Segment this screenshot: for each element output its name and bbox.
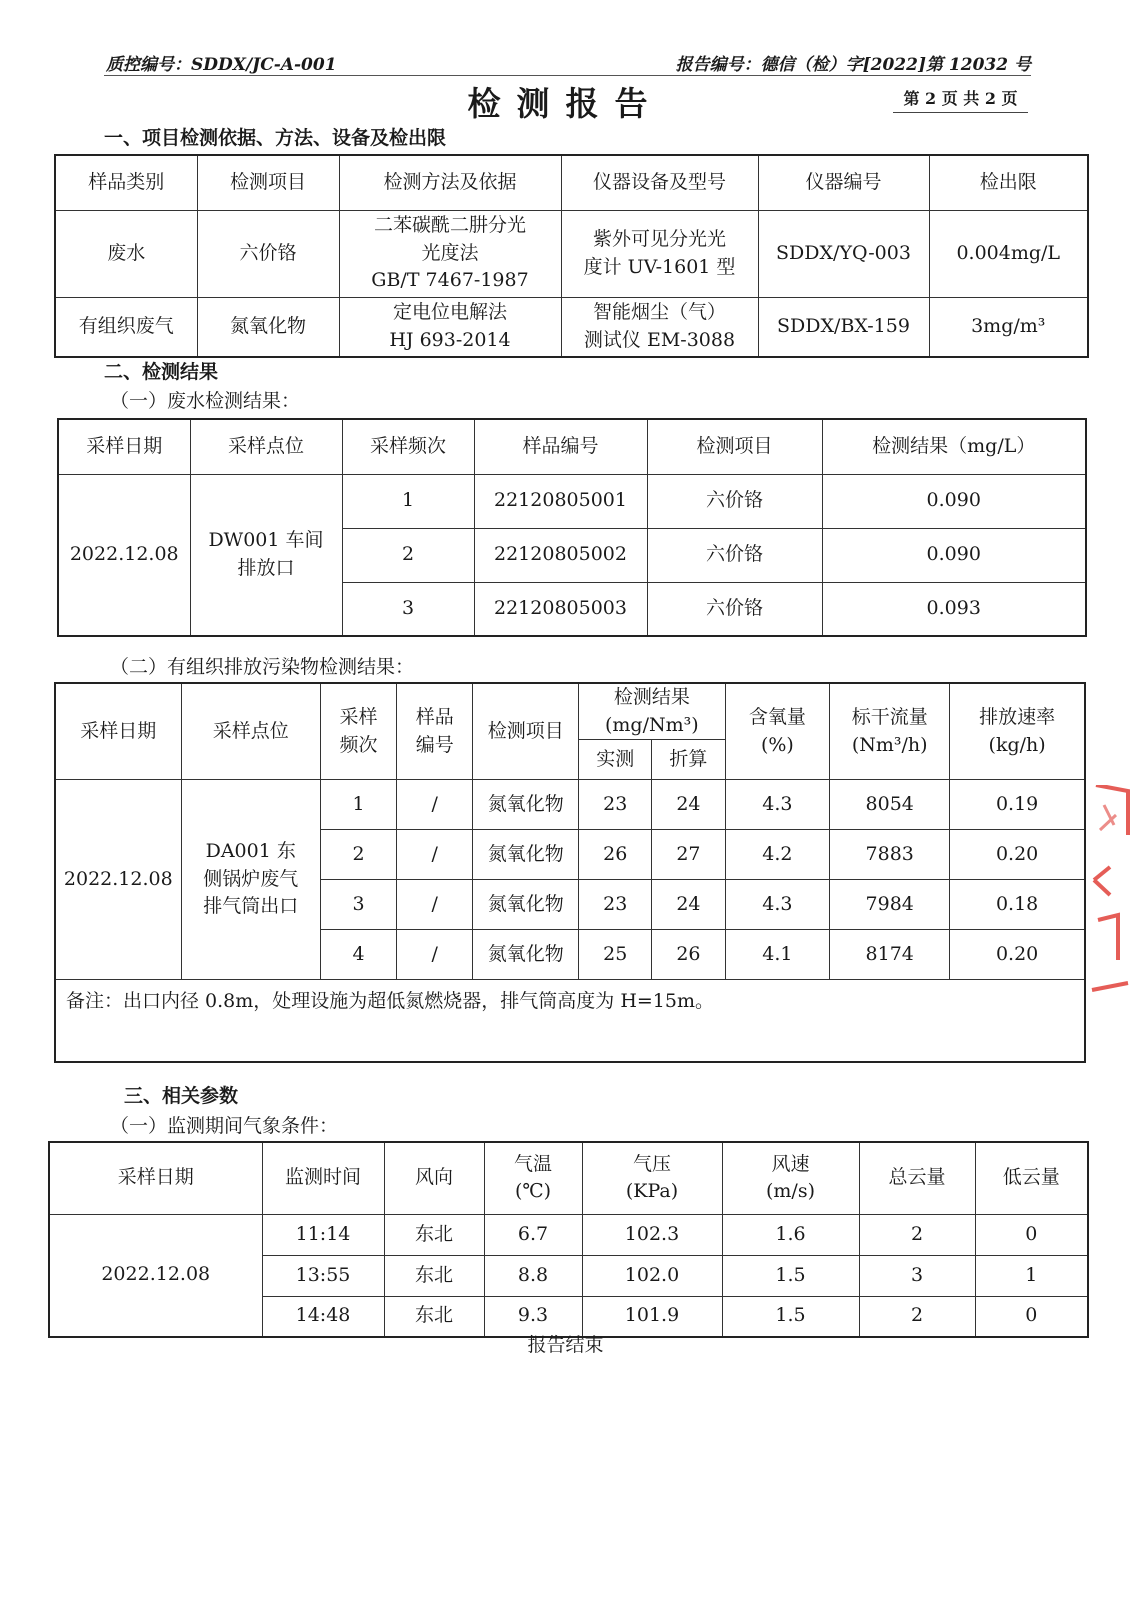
header-line: 检测结果 <box>613 686 690 708</box>
converted-value: 26 <box>652 930 725 980</box>
temperature: 9.3 <box>484 1296 582 1337</box>
wind-speed: 1.5 <box>722 1255 859 1296</box>
low-cloud: 0 <box>975 1214 1088 1255</box>
section3-heading: 三、相关参数 <box>124 1085 239 1107</box>
method-line: HJ 693-2014 <box>389 328 511 351</box>
table-row <box>49 1214 1088 1255</box>
total-cloud: 2 <box>859 1296 975 1337</box>
report-end-text: 报告结束 <box>527 1334 604 1356</box>
test-item: 氮氧化物 <box>473 930 579 980</box>
instrument <box>561 297 758 357</box>
weather-table-header <box>49 1142 1088 1214</box>
col-sampling-point: 采样点位 <box>190 419 342 474</box>
total-cloud: 2 <box>859 1214 975 1255</box>
report-title: 检测报告 <box>467 84 664 123</box>
col-detection-limit: 检出限 <box>929 155 1088 210</box>
monitoring-time: 14:48 <box>262 1296 384 1337</box>
col-emission-rate <box>950 683 1085 780</box>
exhaust-table-header <box>55 683 1085 740</box>
emission-rate: 0.20 <box>950 930 1085 980</box>
col-temperature <box>484 1142 582 1214</box>
col-sampling-date: 采样日期 <box>58 419 190 474</box>
table-row <box>55 780 1085 830</box>
temperature: 8.8 <box>484 1255 582 1296</box>
sampling-date: 2022.12.08 <box>58 474 190 636</box>
instrument-line: 度计 UV-1601 型 <box>583 255 736 278</box>
test-item: 氮氧化物 <box>473 780 579 830</box>
header-line: 频次 <box>339 733 378 756</box>
sampling-point <box>190 474 342 636</box>
method-line: 定电位电解法 <box>392 301 507 324</box>
table-row <box>58 474 1086 528</box>
wastewater-results-table <box>57 418 1087 637</box>
header-line: (℃) <box>514 1180 552 1203</box>
point-line: 排放口 <box>237 556 295 579</box>
test-item: 六价铬 <box>647 474 822 528</box>
measured-value: 23 <box>579 880 652 930</box>
sampling-point <box>181 780 320 980</box>
header-line: (m/s) <box>766 1180 815 1203</box>
point-line: DA001 东 <box>205 840 296 863</box>
detection-limit: 3mg/m³ <box>929 297 1088 357</box>
col-dry-flow <box>830 683 950 780</box>
col-measured: 实测 <box>579 740 652 780</box>
header-line: (%) <box>760 733 794 756</box>
sample-number: 22120805001 <box>474 474 647 528</box>
col-converted: 折算 <box>652 740 725 780</box>
sample-number: 22120805003 <box>474 582 647 636</box>
sampling-frequency: 3 <box>342 582 474 636</box>
method-line: 二苯碳酰二肼分光 <box>373 214 526 237</box>
instrument <box>561 210 758 297</box>
test-item: 氮氧化物 <box>473 880 579 930</box>
header-line: 气压 <box>632 1152 671 1175</box>
page-indicator: 第 2 页 共 2 页 <box>893 86 1028 113</box>
emission-rate: 0.19 <box>950 780 1085 830</box>
detection-limit: 0.004mg/L <box>929 210 1088 297</box>
sampling-frequency: 1 <box>320 780 396 830</box>
pressure: 102.3 <box>582 1214 722 1255</box>
sampling-frequency: 2 <box>342 528 474 582</box>
point-line: DW001 车间 <box>208 529 324 552</box>
quality-control-number: 质控编号：SDDX/JC-A-001 <box>106 55 337 75</box>
table-row <box>55 210 1088 297</box>
test-result: 0.093 <box>822 582 1086 636</box>
dry-flow: 8174 <box>830 930 950 980</box>
method-table <box>54 154 1089 358</box>
col-sampling-frequency: 采样频次 <box>342 419 474 474</box>
method-line: GB/T 7467-1987 <box>371 269 529 292</box>
header-line: 气温 <box>513 1152 552 1175</box>
sampling-frequency: 1 <box>342 474 474 528</box>
col-instrument-no: 仪器编号 <box>758 155 929 210</box>
remark: 备注：出口内径 0.8m，处理设施为超低氮燃烧器，排气筒高度为 H=15m。 <box>55 980 1085 1062</box>
header-line: 风速 <box>771 1152 810 1175</box>
sample-number: / <box>397 780 473 830</box>
test-result: 0.090 <box>822 528 1086 582</box>
monitoring-time: 11:14 <box>262 1214 384 1255</box>
col-sampling-frequency <box>320 683 396 780</box>
test-method <box>339 210 561 297</box>
section1-heading: 一、项目检测依据、方法、设备及检出限 <box>104 127 447 149</box>
col-instrument: 仪器设备及型号 <box>561 155 758 210</box>
method-line: 光度法 <box>421 241 479 264</box>
wind-direction: 东北 <box>384 1255 484 1296</box>
col-wind-speed <box>722 1142 859 1214</box>
measured-value: 25 <box>579 930 652 980</box>
wind-speed: 1.6 <box>722 1214 859 1255</box>
header-line: (mg/Nm³) <box>604 713 699 736</box>
converted-value: 24 <box>652 780 725 830</box>
col-test-item: 检测项目 <box>647 419 822 474</box>
section2-heading: 二、检测结果 <box>104 361 219 383</box>
instrument-no: SDDX/YQ-003 <box>758 210 929 297</box>
wind-direction: 东北 <box>384 1214 484 1255</box>
sampling-frequency: 3 <box>320 880 396 930</box>
wastewater-heading: （一）废水检测结果： <box>110 390 301 412</box>
seal-stamp <box>1088 785 1131 1000</box>
col-test-result <box>579 683 725 740</box>
dry-flow: 7984 <box>830 880 950 930</box>
sampling-frequency: 2 <box>320 830 396 880</box>
col-test-result: 检测结果（mg/L） <box>822 419 1086 474</box>
wind-speed: 1.5 <box>722 1296 859 1337</box>
header-line: 样品 <box>415 706 454 728</box>
converted-value: 27 <box>652 830 725 880</box>
col-sampling-date: 采样日期 <box>55 683 181 780</box>
header-line: 标干流量 <box>851 706 928 728</box>
table-row <box>55 297 1088 357</box>
col-test-method: 检测方法及依据 <box>339 155 561 210</box>
col-monitoring-time: 监测时间 <box>262 1142 384 1214</box>
method-table-header <box>55 155 1088 210</box>
exhaust-results-table <box>54 682 1086 1063</box>
pressure: 102.0 <box>582 1255 722 1296</box>
header-line: (KPa) <box>625 1180 679 1203</box>
low-cloud: 0 <box>975 1296 1088 1337</box>
test-item: 六价铬 <box>647 528 822 582</box>
sample-number: / <box>397 830 473 880</box>
weather-heading: （一）监测期间气象条件： <box>110 1115 339 1137</box>
col-sample-category: 样品类别 <box>55 155 197 210</box>
dry-flow: 7883 <box>830 830 950 880</box>
converted-value: 24 <box>652 880 725 930</box>
col-sample-number <box>397 683 473 780</box>
wastewater-table-header <box>58 419 1086 474</box>
instrument-line: 紫外可见分光光 <box>592 227 726 250</box>
instrument-line: 智能烟尘（气） <box>592 301 726 324</box>
emission-rate: 0.20 <box>950 830 1085 880</box>
test-item: 氮氧化物 <box>197 297 339 357</box>
header-line: (kg/h) <box>988 733 1046 756</box>
col-test-item: 检测项目 <box>197 155 339 210</box>
exhaust-heading: （二）有组织排放污染物检测结果： <box>110 656 415 678</box>
weather-table <box>48 1141 1089 1338</box>
header-line: 排放速率 <box>979 706 1056 728</box>
col-low-cloud: 低云量 <box>975 1142 1088 1214</box>
instrument-no: SDDX/BX-159 <box>758 297 929 357</box>
low-cloud: 1 <box>975 1255 1088 1296</box>
sample-number: 22120805002 <box>474 528 647 582</box>
sample-number: / <box>397 930 473 980</box>
sample-number: / <box>397 880 473 930</box>
col-sampling-point: 采样点位 <box>181 683 320 780</box>
header-line: (Nm³/h) <box>851 733 928 756</box>
measured-value: 26 <box>579 830 652 880</box>
test-item: 六价铬 <box>647 582 822 636</box>
col-sample-number: 样品编号 <box>474 419 647 474</box>
test-item: 氮氧化物 <box>473 830 579 880</box>
monitoring-time: 13:55 <box>262 1255 384 1296</box>
pressure: 101.9 <box>582 1296 722 1337</box>
point-line: 侧锅炉废气 <box>203 867 299 890</box>
oxygen-content: 4.2 <box>725 830 830 880</box>
sampling-frequency: 4 <box>320 930 396 980</box>
header-line: 采样 <box>339 706 378 728</box>
col-test-item: 检测项目 <box>473 683 579 780</box>
oxygen-content: 4.3 <box>725 880 830 930</box>
wind-direction: 东北 <box>384 1296 484 1337</box>
col-oxygen-content <box>725 683 830 780</box>
sampling-date: 2022.12.08 <box>55 780 181 980</box>
sample-category: 有组织废气 <box>55 297 197 357</box>
dry-flow: 8054 <box>830 780 950 830</box>
test-method <box>339 297 561 357</box>
header-line: 编号 <box>415 733 454 756</box>
instrument-line: 测试仪 EM-3088 <box>583 328 736 351</box>
report-number: 报告编号：德信（检）字[2022]第 12032 号 <box>675 55 1031 75</box>
col-pressure <box>582 1142 722 1214</box>
point-line: 排气筒出口 <box>203 895 299 918</box>
temperature: 6.7 <box>484 1214 582 1255</box>
col-wind-direction: 风向 <box>384 1142 484 1214</box>
sample-category: 废水 <box>55 210 197 297</box>
measured-value: 23 <box>579 780 652 830</box>
sampling-date: 2022.12.08 <box>49 1214 262 1337</box>
header-divider <box>104 75 1031 76</box>
remark-row <box>55 980 1085 1062</box>
emission-rate: 0.18 <box>950 880 1085 930</box>
col-sampling-date: 采样日期 <box>49 1142 262 1214</box>
test-item: 六价铬 <box>197 210 339 297</box>
test-result: 0.090 <box>822 474 1086 528</box>
header-line: 含氧量 <box>748 706 806 728</box>
total-cloud: 3 <box>859 1255 975 1296</box>
oxygen-content: 4.3 <box>725 780 830 830</box>
oxygen-content: 4.1 <box>725 930 830 980</box>
col-total-cloud: 总云量 <box>859 1142 975 1214</box>
